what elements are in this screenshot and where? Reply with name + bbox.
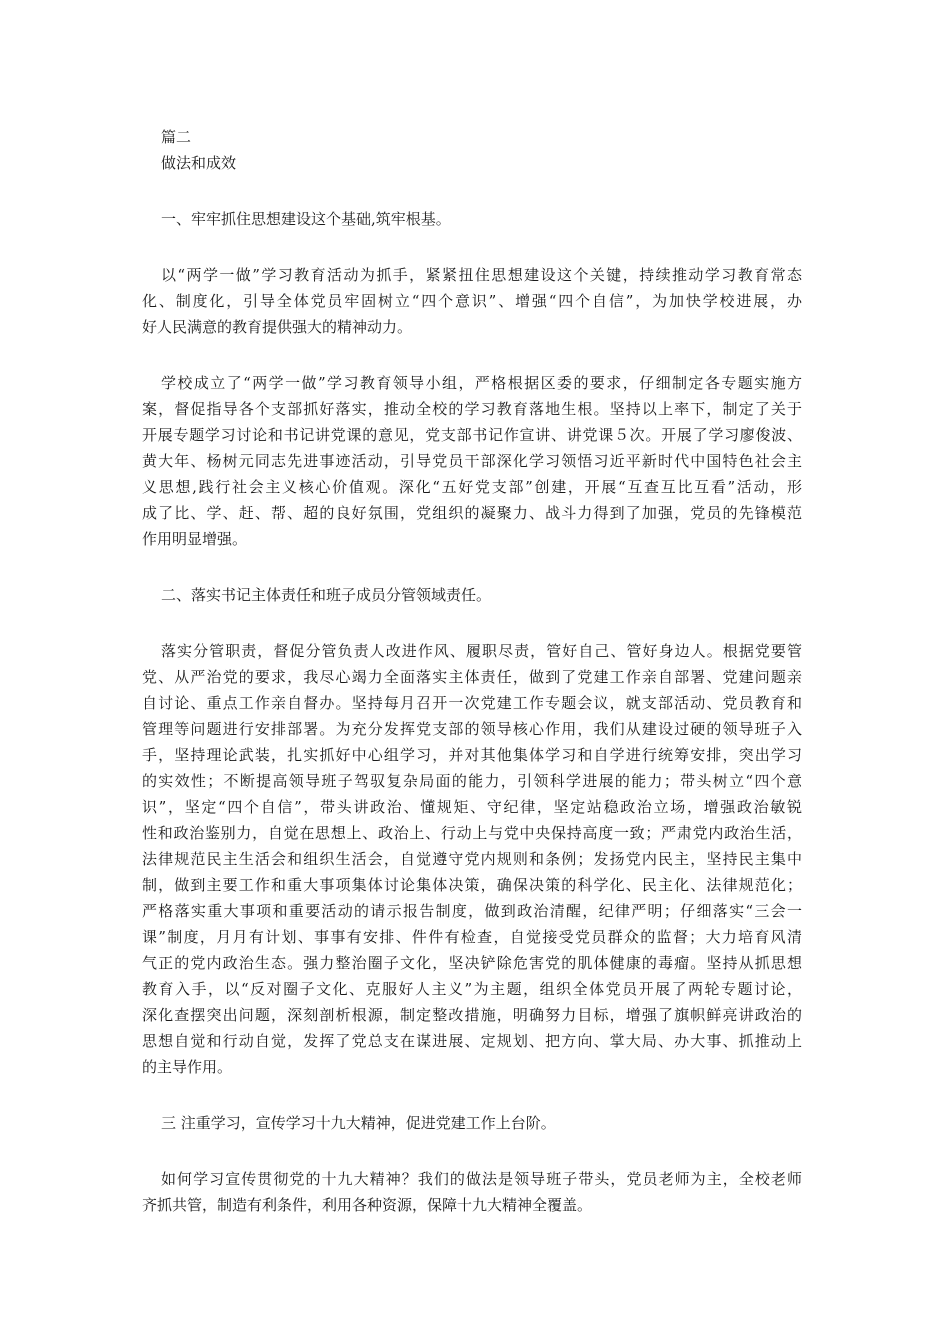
paragraph-line: 制，做到主要工作和重大事项集体讨论集体决策，确保决策的科学化、民主化、法律规范化； — [142, 876, 802, 894]
paragraph-4 — [142, 1166, 802, 1218]
paragraph-line: 成了比、学、赶、帮、超的良好氛围，党组织的凝聚力、战斗力得到了加强，党员的先锋模范 — [142, 504, 802, 522]
paragraph-line: 思想自觉和行动自觉，发挥了党总支在谋进展、定规划、把方向、掌大局、办大事、抓推动上 — [142, 1032, 802, 1050]
paragraph-line: 好人民满意的教育提供强大的精神动力。 — [142, 318, 413, 336]
paragraph-line: 以“两学一做”学习教育活动为抓手，紧紧扭住思想建设这个关键，持续推动学习教育常态 — [161, 266, 802, 284]
document-heading-title: 做法和成效 — [161, 154, 237, 172]
paragraph-line: 如何学习宣传贯彻党的十九大精神？我们的做法是领导班子带头，党员老师为主，全校老师 — [161, 1170, 802, 1188]
paragraph-line: 教育入手，以“反对圈子文化、克服好人主义”为主题，组织全体党员开展了两轮专题讨论， — [142, 980, 802, 998]
paragraph-line: 管理等问题进行安排部署。为充分发挥党支部的领导核心作用，我们从建设过硬的领导班子入 — [142, 720, 802, 738]
paragraph-line: 齐抓共管，制造有利条件，利用各种资源，保障十九大精神全覆盖。 — [142, 1196, 593, 1214]
paragraph-line: 课”制度，月月有计划、事事有安排、件件有检查，自觉接受党员群众的监督；大力培育风清 — [142, 928, 802, 946]
paragraph-line: 手，坚持理论武装，扎实抓好中心组学习，并对其他集体学习和自学进行统筹安排，突出学习 — [142, 746, 802, 764]
paragraph-line: 党、从严治党的要求，我尽心竭力全面落实主体责任，做到了党建工作亲自部署、党建问题亲 — [142, 668, 802, 686]
paragraph-line: 化、制度化，引导全体党员牢固树立“四个意识”、增强“四个自信”，为加快学校进展，办 — [142, 292, 802, 310]
section-2-title: 二、落实书记主体责任和班子成员分管领域责任。 — [161, 586, 492, 604]
paragraph-line: 深化查摆突出问题，深刻剖析根源，制定整改措施，明确努力目标，增强了旗帜鲜亮讲政治的 — [142, 1006, 802, 1024]
paragraph-line: 案，督促指导各个支部抓好落实，推动全校的学习教育落地生根。坚持以上率下，制定了关于 — [142, 400, 802, 418]
paragraph-line: 法律规范民主生活会和组织生活会，自觉遵守党内规则和条例；发扬党内民主，坚持民主集中 — [142, 850, 802, 868]
paragraph-line: 黄大年、杨树元同志先进事迹活动，引导党员干部深化学习领悟习近平新时代中国特色社会主 — [142, 452, 802, 470]
paragraph-line: 义思想,践行社会主义核心价值观。深化“五好党支部”创建，开展“互查互比互看”活动，形 — [142, 478, 802, 496]
paragraph-line: 的主导作用。 — [142, 1058, 233, 1076]
paragraph-line: 气正的党内政治生态。强力整治圈子文化，坚决铲除危害党的肌体健康的毒瘤。坚持从抓思想 — [142, 954, 802, 972]
paragraph-line: 识”，坚定“四个自信”，带头讲政治、懂规矩、守纪律，坚定站稳政治立场，增强政治敏锐 — [142, 798, 802, 816]
paragraph-line: 严格落实重大事项和重要活动的请示报告制度，做到政治清醒，纪律严明；仔细落实“三会一 — [142, 902, 802, 920]
paragraph-line: 落实分管职责，督促分管负责人改进作风、履职尽责，管好自己、管好身边人。根据党要管 — [161, 642, 802, 660]
paragraph-line: 自讨论、重点工作亲自督办。坚持每月召开一次党建工作专题会议，就支部活动、党员教育和 — [142, 694, 802, 712]
paragraph-line: 作用明显增强。 — [142, 530, 248, 548]
paragraph-line: 性和政治鉴别力，自觉在思想上、政治上、行动上与党中央保持高度一致；严肃党内政治生活， — [142, 824, 802, 842]
document-page — [142, 124, 802, 1218]
paragraph-3 — [142, 638, 802, 1080]
paragraph-1 — [142, 262, 802, 340]
section-3-title: 三 注重学习，宣传学习十九大精神，促进党建工作上台阶。 — [161, 1114, 556, 1132]
paragraph-line: 的实效性；不断提高领导班子驾驭复杂局面的能力，引领科学进展的能力；带头树立“四个意 — [142, 772, 802, 790]
document-heading-part: 篇二 — [161, 128, 192, 146]
paragraph-line: 开展专题学习讨论和书记讲党课的意见，党支部书记作宣讲、讲党课５次。开展了学习廖俊波、 — [142, 426, 802, 444]
paragraph-2 — [142, 370, 802, 552]
paragraph-line: 学校成立了“两学一做”学习教育领导小组，严格根据区委的要求，仔细制定各专题实施方 — [161, 374, 802, 392]
section-1-title: 一、牢牢抓住思想建设这个基础,筑牢根基。 — [161, 210, 451, 228]
